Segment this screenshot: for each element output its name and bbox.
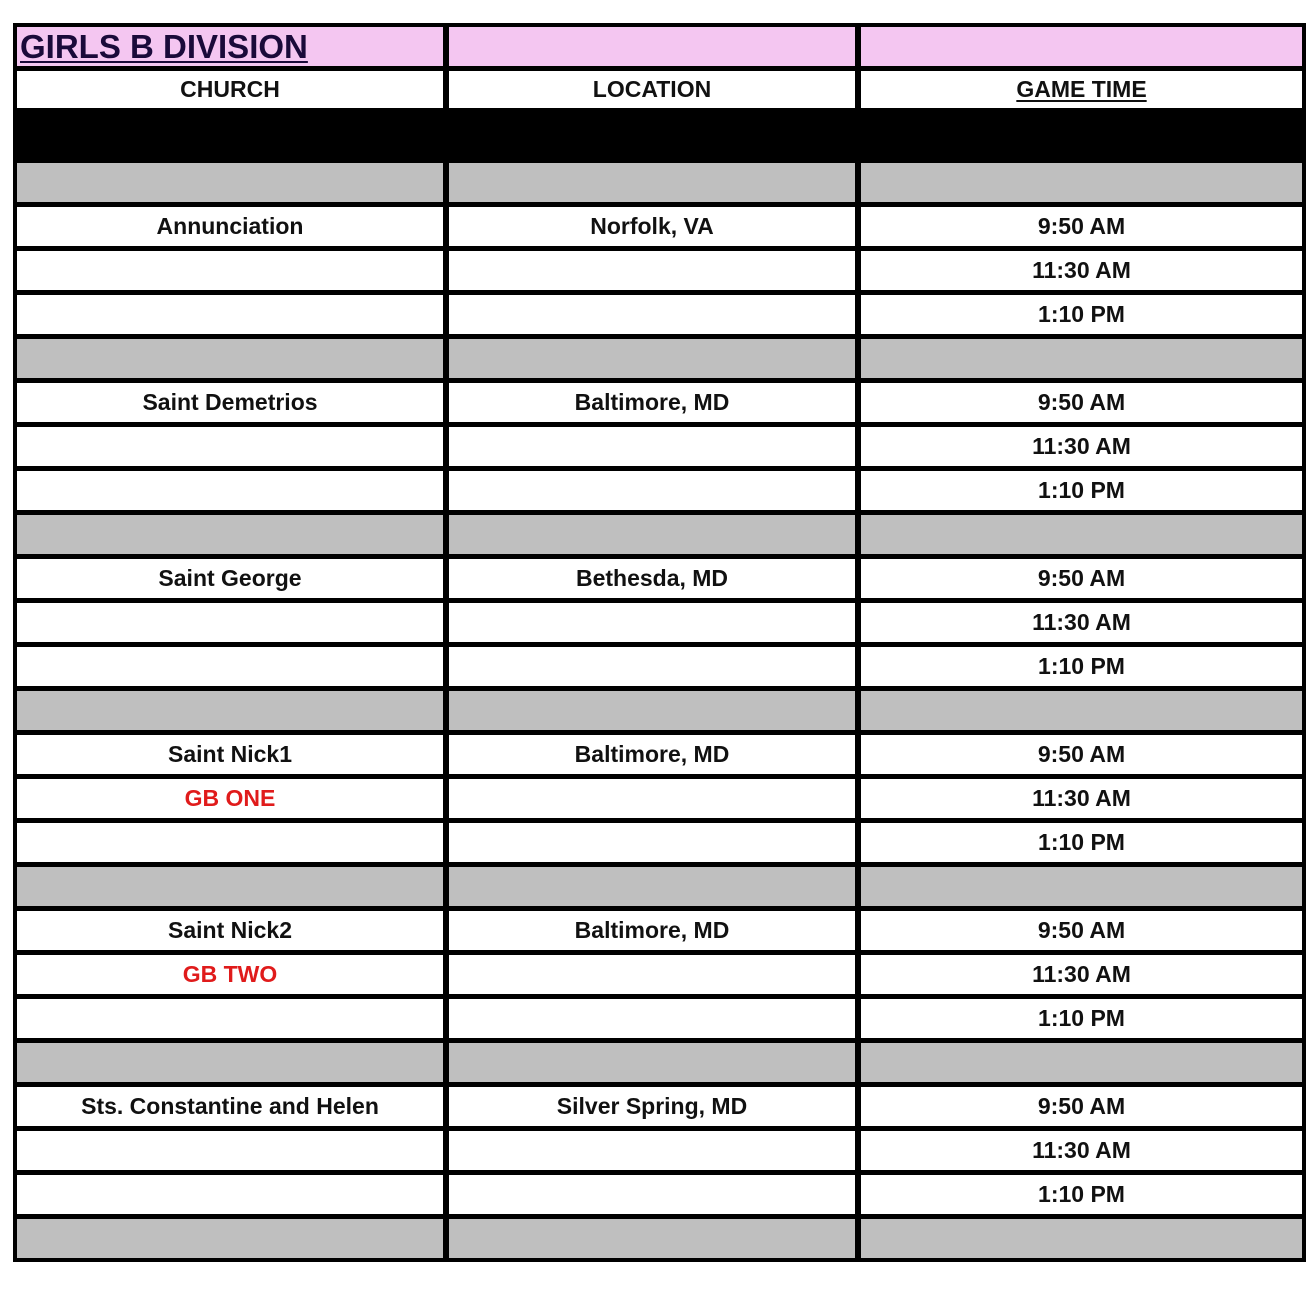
separator-cell: [449, 691, 855, 730]
separator-cell: [861, 1219, 1302, 1258]
church-name: Saint Nick1: [17, 735, 443, 774]
church-location: Norfolk, VA: [449, 207, 855, 246]
separator-cell: [861, 867, 1302, 906]
game-time: 9:50 AM: [861, 735, 1302, 774]
separator-cell: [449, 163, 855, 202]
separator-cell: [861, 339, 1302, 378]
schedule-table: [13, 23, 1306, 1262]
separator-cell: [861, 163, 1302, 202]
separator-cell: [17, 867, 443, 906]
team-note: [17, 603, 443, 642]
empty-cell: [17, 471, 443, 510]
header-location: LOCATION: [449, 71, 855, 108]
team-note: GB TWO: [17, 955, 443, 994]
game-time: 1:10 PM: [861, 295, 1302, 334]
empty-cell: [449, 779, 855, 818]
church-name: Saint Nick2: [17, 911, 443, 950]
empty-cell: [449, 1175, 855, 1214]
empty-cell: [449, 1131, 855, 1170]
separator-cell: [449, 1219, 855, 1258]
empty-cell: [449, 251, 855, 290]
empty-cell: [17, 647, 443, 686]
church-name: Saint Demetrios: [17, 383, 443, 422]
separator-cell: [17, 1043, 443, 1082]
black-band-cell: [449, 113, 855, 158]
game-time: 1:10 PM: [861, 1175, 1302, 1214]
team-note: GB ONE: [17, 779, 443, 818]
title-band-cell: [449, 27, 855, 66]
church-location: Bethesda, MD: [449, 559, 855, 598]
black-band-cell: [17, 113, 443, 158]
game-time: 1:10 PM: [861, 999, 1302, 1038]
separator-cell: [449, 867, 855, 906]
header-church: CHURCH: [17, 71, 443, 108]
separator-cell: [449, 339, 855, 378]
game-time: 9:50 AM: [861, 1087, 1302, 1126]
empty-cell: [449, 955, 855, 994]
header-game-time: GAME TIME: [861, 71, 1302, 108]
church-name: Saint George: [17, 559, 443, 598]
separator-cell: [17, 691, 443, 730]
game-time: 1:10 PM: [861, 647, 1302, 686]
separator-cell: [449, 1043, 855, 1082]
title-band-cell: [861, 27, 1302, 66]
game-time: 1:10 PM: [861, 471, 1302, 510]
church-location: Silver Spring, MD: [449, 1087, 855, 1126]
game-time: 11:30 AM: [861, 779, 1302, 818]
empty-cell: [17, 999, 443, 1038]
church-location: Baltimore, MD: [449, 735, 855, 774]
empty-cell: [449, 295, 855, 334]
empty-cell: [449, 999, 855, 1038]
game-time: 9:50 AM: [861, 383, 1302, 422]
team-note: [17, 251, 443, 290]
church-name: Annunciation: [17, 207, 443, 246]
empty-cell: [17, 1175, 443, 1214]
game-time: 1:10 PM: [861, 823, 1302, 862]
team-note: [17, 427, 443, 466]
empty-cell: [449, 603, 855, 642]
separator-cell: [861, 1043, 1302, 1082]
separator-cell: [17, 515, 443, 554]
empty-cell: [449, 647, 855, 686]
separator-cell: [17, 163, 443, 202]
game-time: 11:30 AM: [861, 427, 1302, 466]
empty-cell: [449, 471, 855, 510]
separator-cell: [17, 1219, 443, 1258]
empty-cell: [17, 295, 443, 334]
team-note: [17, 1131, 443, 1170]
game-time: 11:30 AM: [861, 603, 1302, 642]
game-time: 9:50 AM: [861, 207, 1302, 246]
church-location: Baltimore, MD: [449, 911, 855, 950]
game-time: 11:30 AM: [861, 955, 1302, 994]
church-name: Sts. Constantine and Helen: [17, 1087, 443, 1126]
black-band-cell: [861, 113, 1302, 158]
game-time: 11:30 AM: [861, 1131, 1302, 1170]
game-time: 9:50 AM: [861, 559, 1302, 598]
empty-cell: [449, 823, 855, 862]
division-title: GIRLS B DIVISION: [17, 27, 443, 66]
empty-cell: [17, 823, 443, 862]
game-time: 11:30 AM: [861, 251, 1302, 290]
empty-cell: [449, 427, 855, 466]
church-location: Baltimore, MD: [449, 383, 855, 422]
separator-cell: [861, 691, 1302, 730]
separator-cell: [17, 339, 443, 378]
game-time: 9:50 AM: [861, 911, 1302, 950]
separator-cell: [449, 515, 855, 554]
separator-cell: [861, 515, 1302, 554]
